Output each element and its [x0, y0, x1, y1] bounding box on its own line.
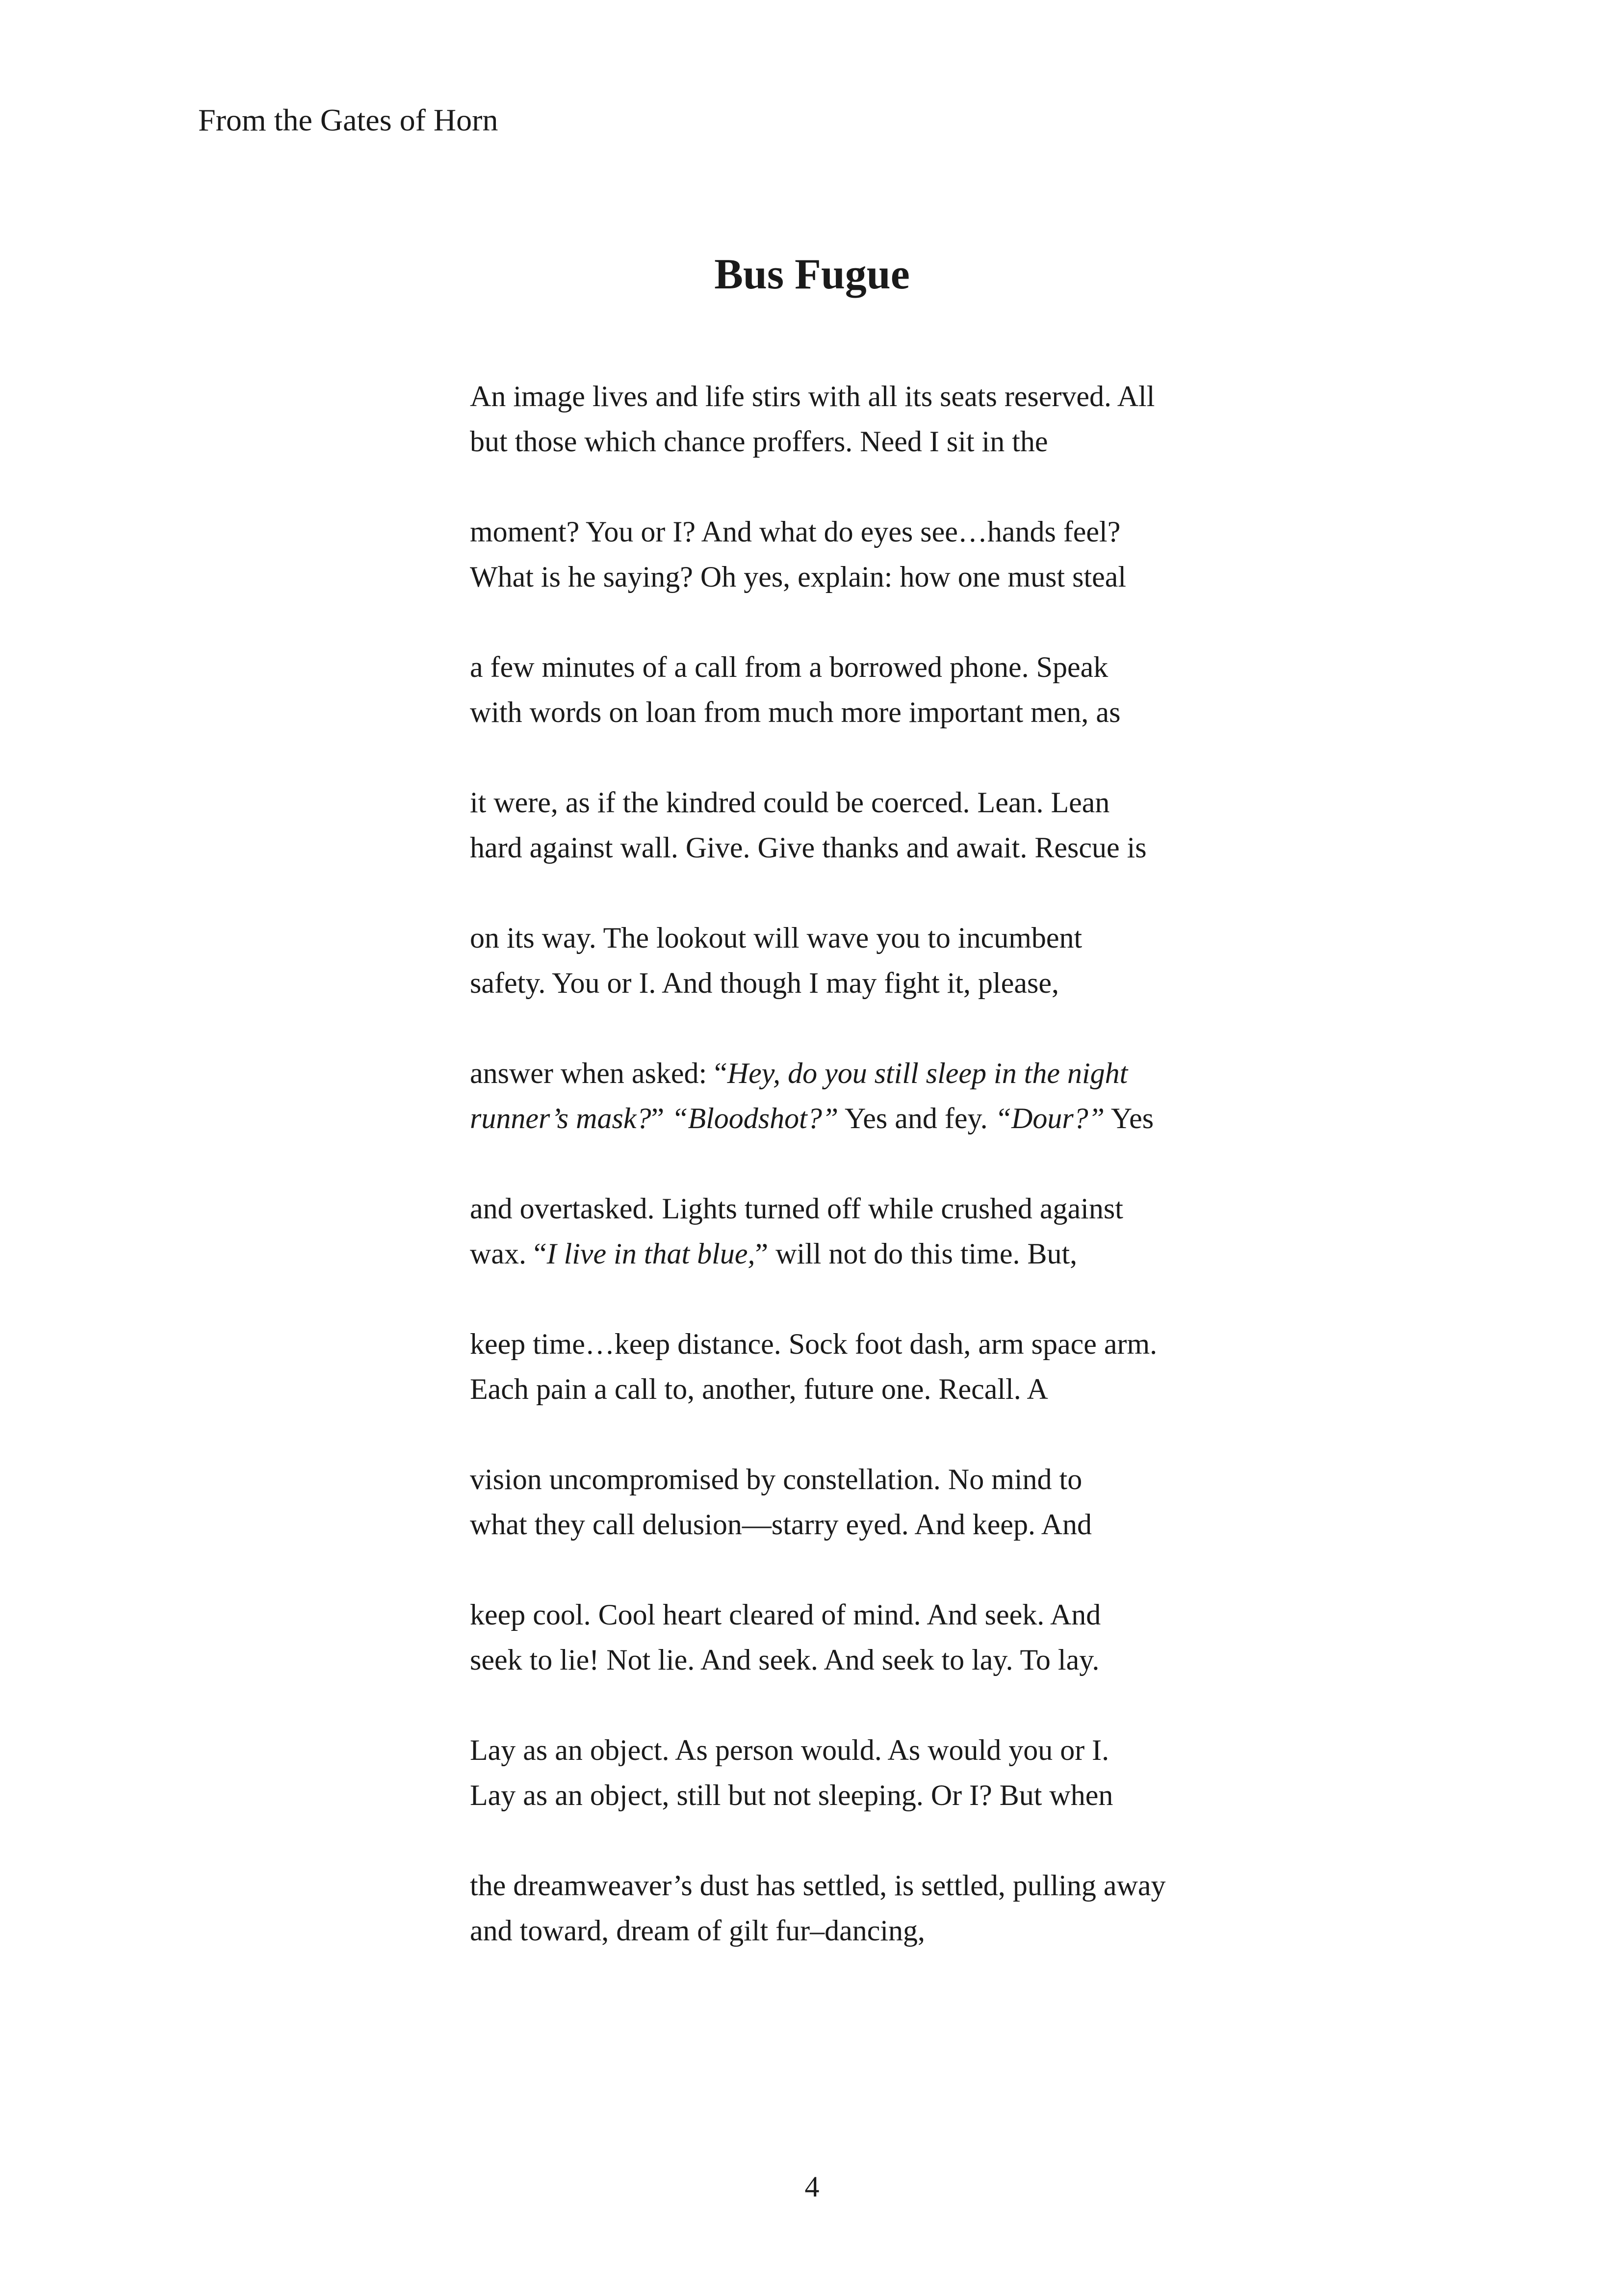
line-text: and overtasked. Lights turned off while crushed against [470, 1192, 1123, 1225]
poem-line [470, 374, 1181, 419]
line-text: answer when asked: “ [470, 1057, 727, 1089]
italic-text: “Bloodshot?” [671, 1102, 839, 1134]
line-text: Each pain a call to, another, future one. Recall. A [470, 1373, 1048, 1405]
poem-line [470, 1186, 1181, 1231]
poem-line [470, 825, 1181, 870]
poem-line [470, 1863, 1181, 1908]
line-text: wax. “ [470, 1237, 547, 1270]
line-text: What is he saying? Oh yes, explain: how one must steal [470, 561, 1127, 593]
poem-line [470, 1051, 1181, 1096]
line-text: Yes and fey. [838, 1102, 995, 1134]
stanza [470, 1051, 1181, 1186]
page-number: 4 [804, 2170, 820, 2203]
poem-line [470, 1366, 1181, 1412]
poem-line [470, 419, 1181, 464]
stanza [470, 509, 1181, 644]
poem-line [470, 1231, 1181, 1276]
line-text: keep cool. Cool heart cleared of mind. And seek. And [470, 1598, 1101, 1631]
line-text: it were, as if the kindred could be coerced. Lean. Lean [470, 786, 1110, 819]
line-text: Lay as an object. As person would. As would you or I. [470, 1734, 1109, 1766]
line-text: Yes [1105, 1102, 1154, 1134]
stanza [470, 1321, 1181, 1457]
line-text: seek to lie! Not lie. And seek. And seek to lay. To lay. [470, 1644, 1100, 1676]
poem-line [470, 1773, 1181, 1818]
italic-text: I live in that blue, [546, 1237, 755, 1270]
line-text: with words on loan from much more important men, as [470, 696, 1121, 728]
stanza [470, 1727, 1181, 1863]
line-text: ” [651, 1102, 672, 1134]
stanza [470, 1457, 1181, 1592]
italic-text: runner’s mask? [470, 1102, 651, 1134]
line-text: on its way. The lookout will wave you to incumbent [470, 922, 1083, 954]
stanza [470, 1592, 1181, 1727]
line-text: ” will not do this time. But, [755, 1237, 1078, 1270]
stanza [470, 374, 1181, 509]
poem-line [470, 1592, 1181, 1637]
poem-line [470, 1908, 1181, 1953]
line-text: a few minutes of a call from a borrowed phone. Speak [470, 651, 1108, 683]
stanza [470, 915, 1181, 1051]
line-text: hard against wall. Give. Give thanks and await. Rescue is [470, 831, 1147, 864]
line-text: and toward, dream of gilt fur–dancing, [470, 1914, 926, 1947]
poem-line [470, 960, 1181, 1005]
poem-line [470, 690, 1181, 735]
line-text: moment? You or I? And what do eyes see…hands feel? [470, 516, 1121, 548]
line-text: An image lives and life stirs with all its seats reserved. All [470, 380, 1155, 412]
line-text: but those which chance proffers. Need I sit in the [470, 425, 1048, 458]
poem-line [470, 1457, 1181, 1502]
poem-line [470, 1727, 1181, 1773]
poem-title: Bus Fugue [714, 251, 910, 298]
poem-line [470, 509, 1181, 554]
stanza [470, 1186, 1181, 1321]
line-text: vision uncompromised by constellation. No mind to [470, 1463, 1083, 1495]
poem-line [470, 1321, 1181, 1366]
poem-line [470, 644, 1181, 690]
stanza [470, 1863, 1181, 1998]
italic-text: Hey, do you still sleep in the night [727, 1057, 1128, 1089]
poem-line [470, 554, 1181, 599]
poem-line [470, 1637, 1181, 1682]
line-text: what they call delusion—starry eyed. And keep. And [470, 1508, 1092, 1541]
running-header: From the Gates of Horn [198, 103, 498, 137]
poem-line [470, 1096, 1181, 1141]
poem-line [470, 915, 1181, 960]
line-text: safety. You or I. And though I may fight it, please, [470, 967, 1059, 999]
stanza [470, 780, 1181, 915]
italic-text: “Dour?” [995, 1102, 1105, 1134]
poem-body [470, 374, 1181, 1998]
line-text: the dreamweaver’s dust has settled, is settled, pulling away [470, 1869, 1166, 1902]
line-text: Lay as an object, still but not sleeping. Or I? But when [470, 1779, 1113, 1811]
stanza [470, 644, 1181, 780]
poem-line [470, 1502, 1181, 1547]
line-text: keep time…keep distance. Sock foot dash, arm space arm. [470, 1328, 1158, 1360]
poem-line [470, 780, 1181, 825]
